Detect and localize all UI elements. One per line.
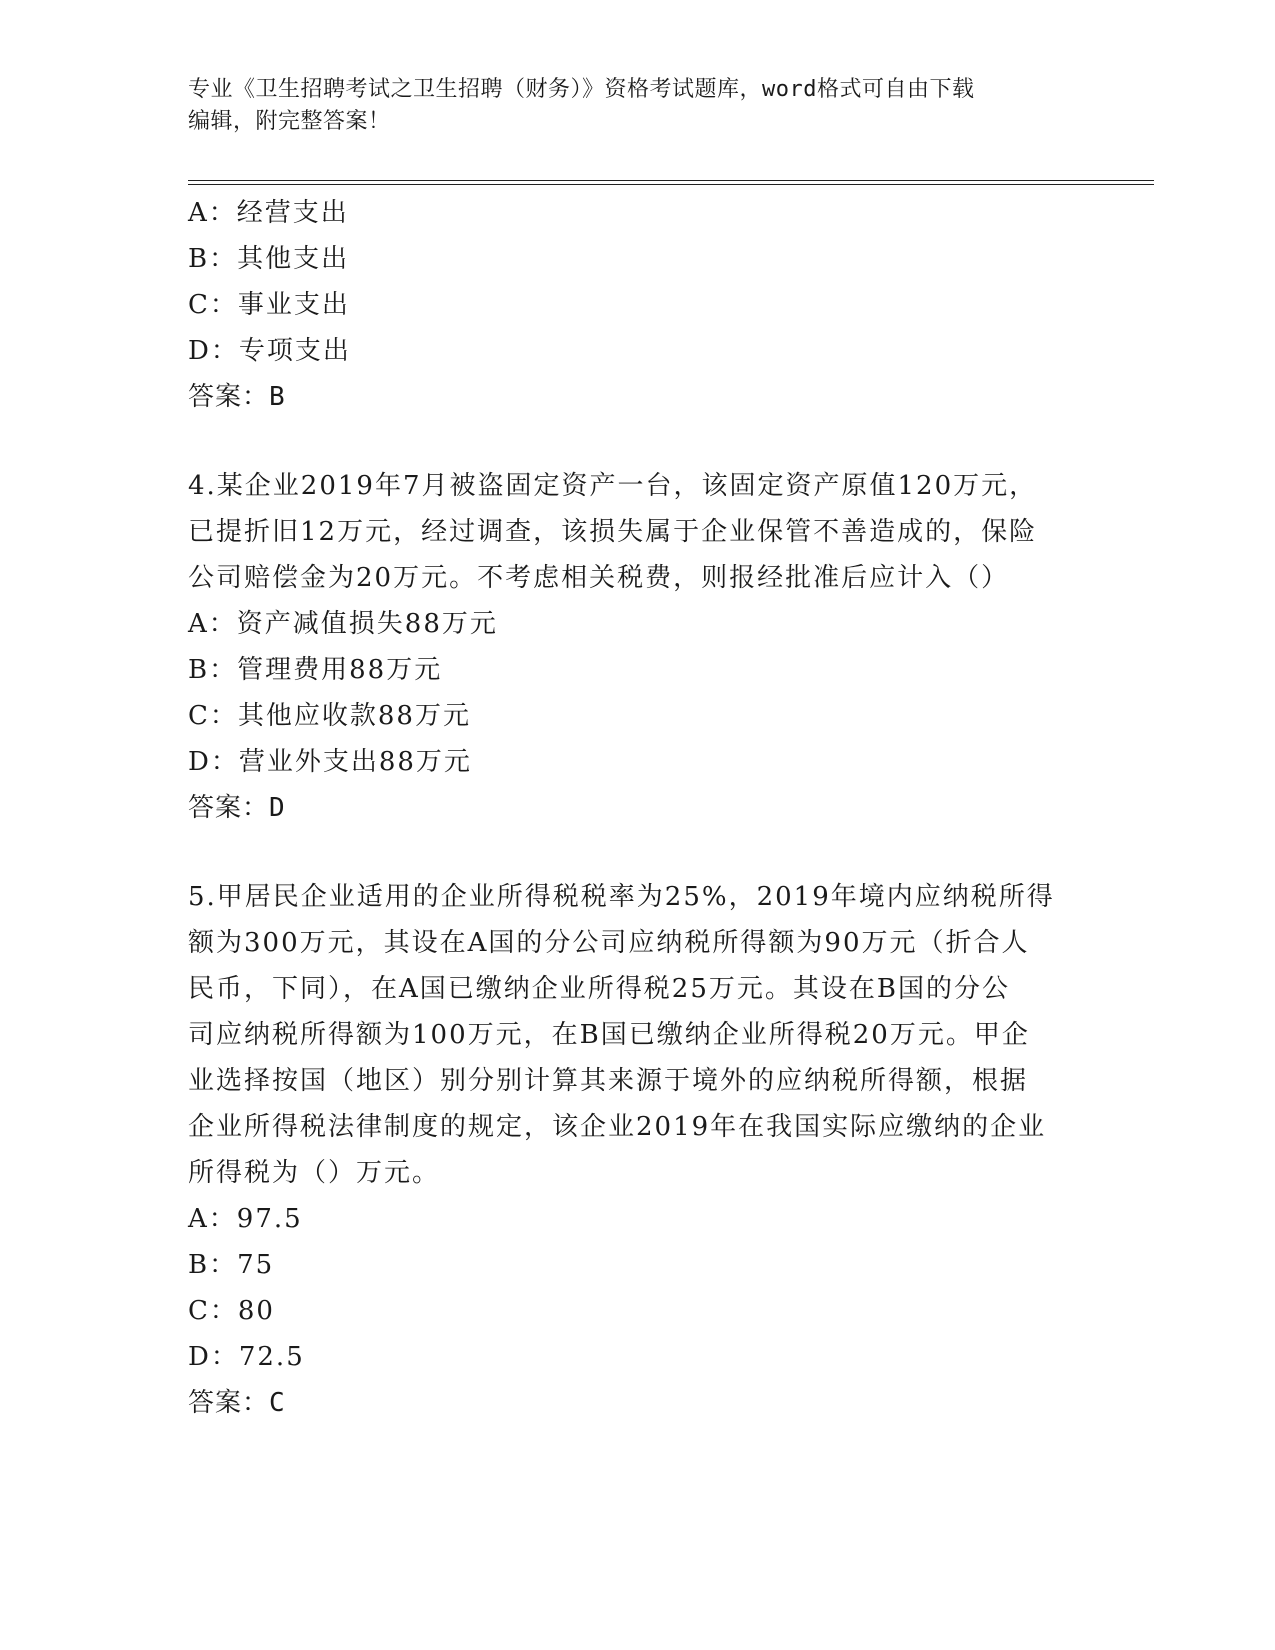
q5-answer: 答案：C (188, 1388, 286, 1418)
q5-stem-line-1: 5.甲居民企业适用的企业所得税税率为25%，2019年境内应纳税所得 (188, 882, 1055, 912)
q5-stem-line-6: 企业所得税法律制度的规定，该企业2019年在我国实际应缴纳的企业 (188, 1112, 1047, 1142)
document-header (188, 74, 1078, 138)
header-line-1: 专业《卫生招聘考试之卫生招聘（财务）》资格考试题库，word格式可自由下载 (188, 77, 975, 102)
question-4-block (188, 463, 1078, 831)
header-divider-top (188, 180, 1154, 181)
q4-stem-line-2: 已提折旧12万元，经过调查，该损失属于企业保管不善造成的，保险 (188, 517, 1038, 547)
q4-stem-line-1: 4.某企业2019年7月被盗固定资产一台，该固定资产原值120万元， (188, 471, 1038, 501)
q5-option-d: D：72.5 (188, 1342, 305, 1372)
q5-option-b: B：75 (188, 1250, 275, 1280)
q3-option-d: D：专项支出 (188, 336, 351, 366)
question-3-block (188, 190, 1078, 420)
q3-answer: 答案：B (188, 382, 286, 412)
q5-stem-line-4: 司应纳税所得额为100万元，在B国已缴纳企业所得税20万元。甲企 (188, 1020, 1030, 1050)
q5-stem-line-2: 额为300万元，其设在A国的分公司应纳税所得额为90万元（折合人 (188, 928, 1030, 958)
q3-option-b: B：其他支出 (188, 244, 350, 274)
q5-stem-line-3: 民币，下同），在A国已缴纳企业所得税25万元。其设在B国的分公 (188, 974, 1010, 1004)
q4-option-a: A：资产减值损失88万元 (188, 609, 498, 639)
q5-stem-line-7: 所得税为（）万元。 (188, 1158, 441, 1188)
question-spacer (188, 420, 1078, 463)
question-5-block (188, 874, 1078, 1426)
q4-option-b: B：管理费用88万元 (188, 655, 443, 685)
q4-option-d: D：营业外支出88万元 (188, 747, 472, 777)
q5-option-a: A：97.5 (188, 1204, 303, 1234)
header-line-2: 编辑，附完整答案！ (188, 109, 391, 134)
q4-stem-line-3: 公司赔偿金为20万元。不考虑相关税费，则报经批准后应计入（） (188, 563, 1010, 593)
q5-stem-line-5: 业选择按国（地区）别分别计算其来源于境外的应纳税所得额，根据 (188, 1066, 1029, 1096)
q3-option-c: C：事业支出 (188, 290, 350, 320)
q3-option-a: A：经营支出 (188, 198, 349, 228)
question-content (188, 190, 1078, 1426)
q4-answer: 答案：D (188, 793, 286, 823)
q4-option-c: C：其他应收款88万元 (188, 701, 471, 731)
header-divider-bottom (188, 184, 1154, 185)
question-spacer (188, 831, 1078, 874)
q5-option-c: C：80 (188, 1296, 275, 1326)
